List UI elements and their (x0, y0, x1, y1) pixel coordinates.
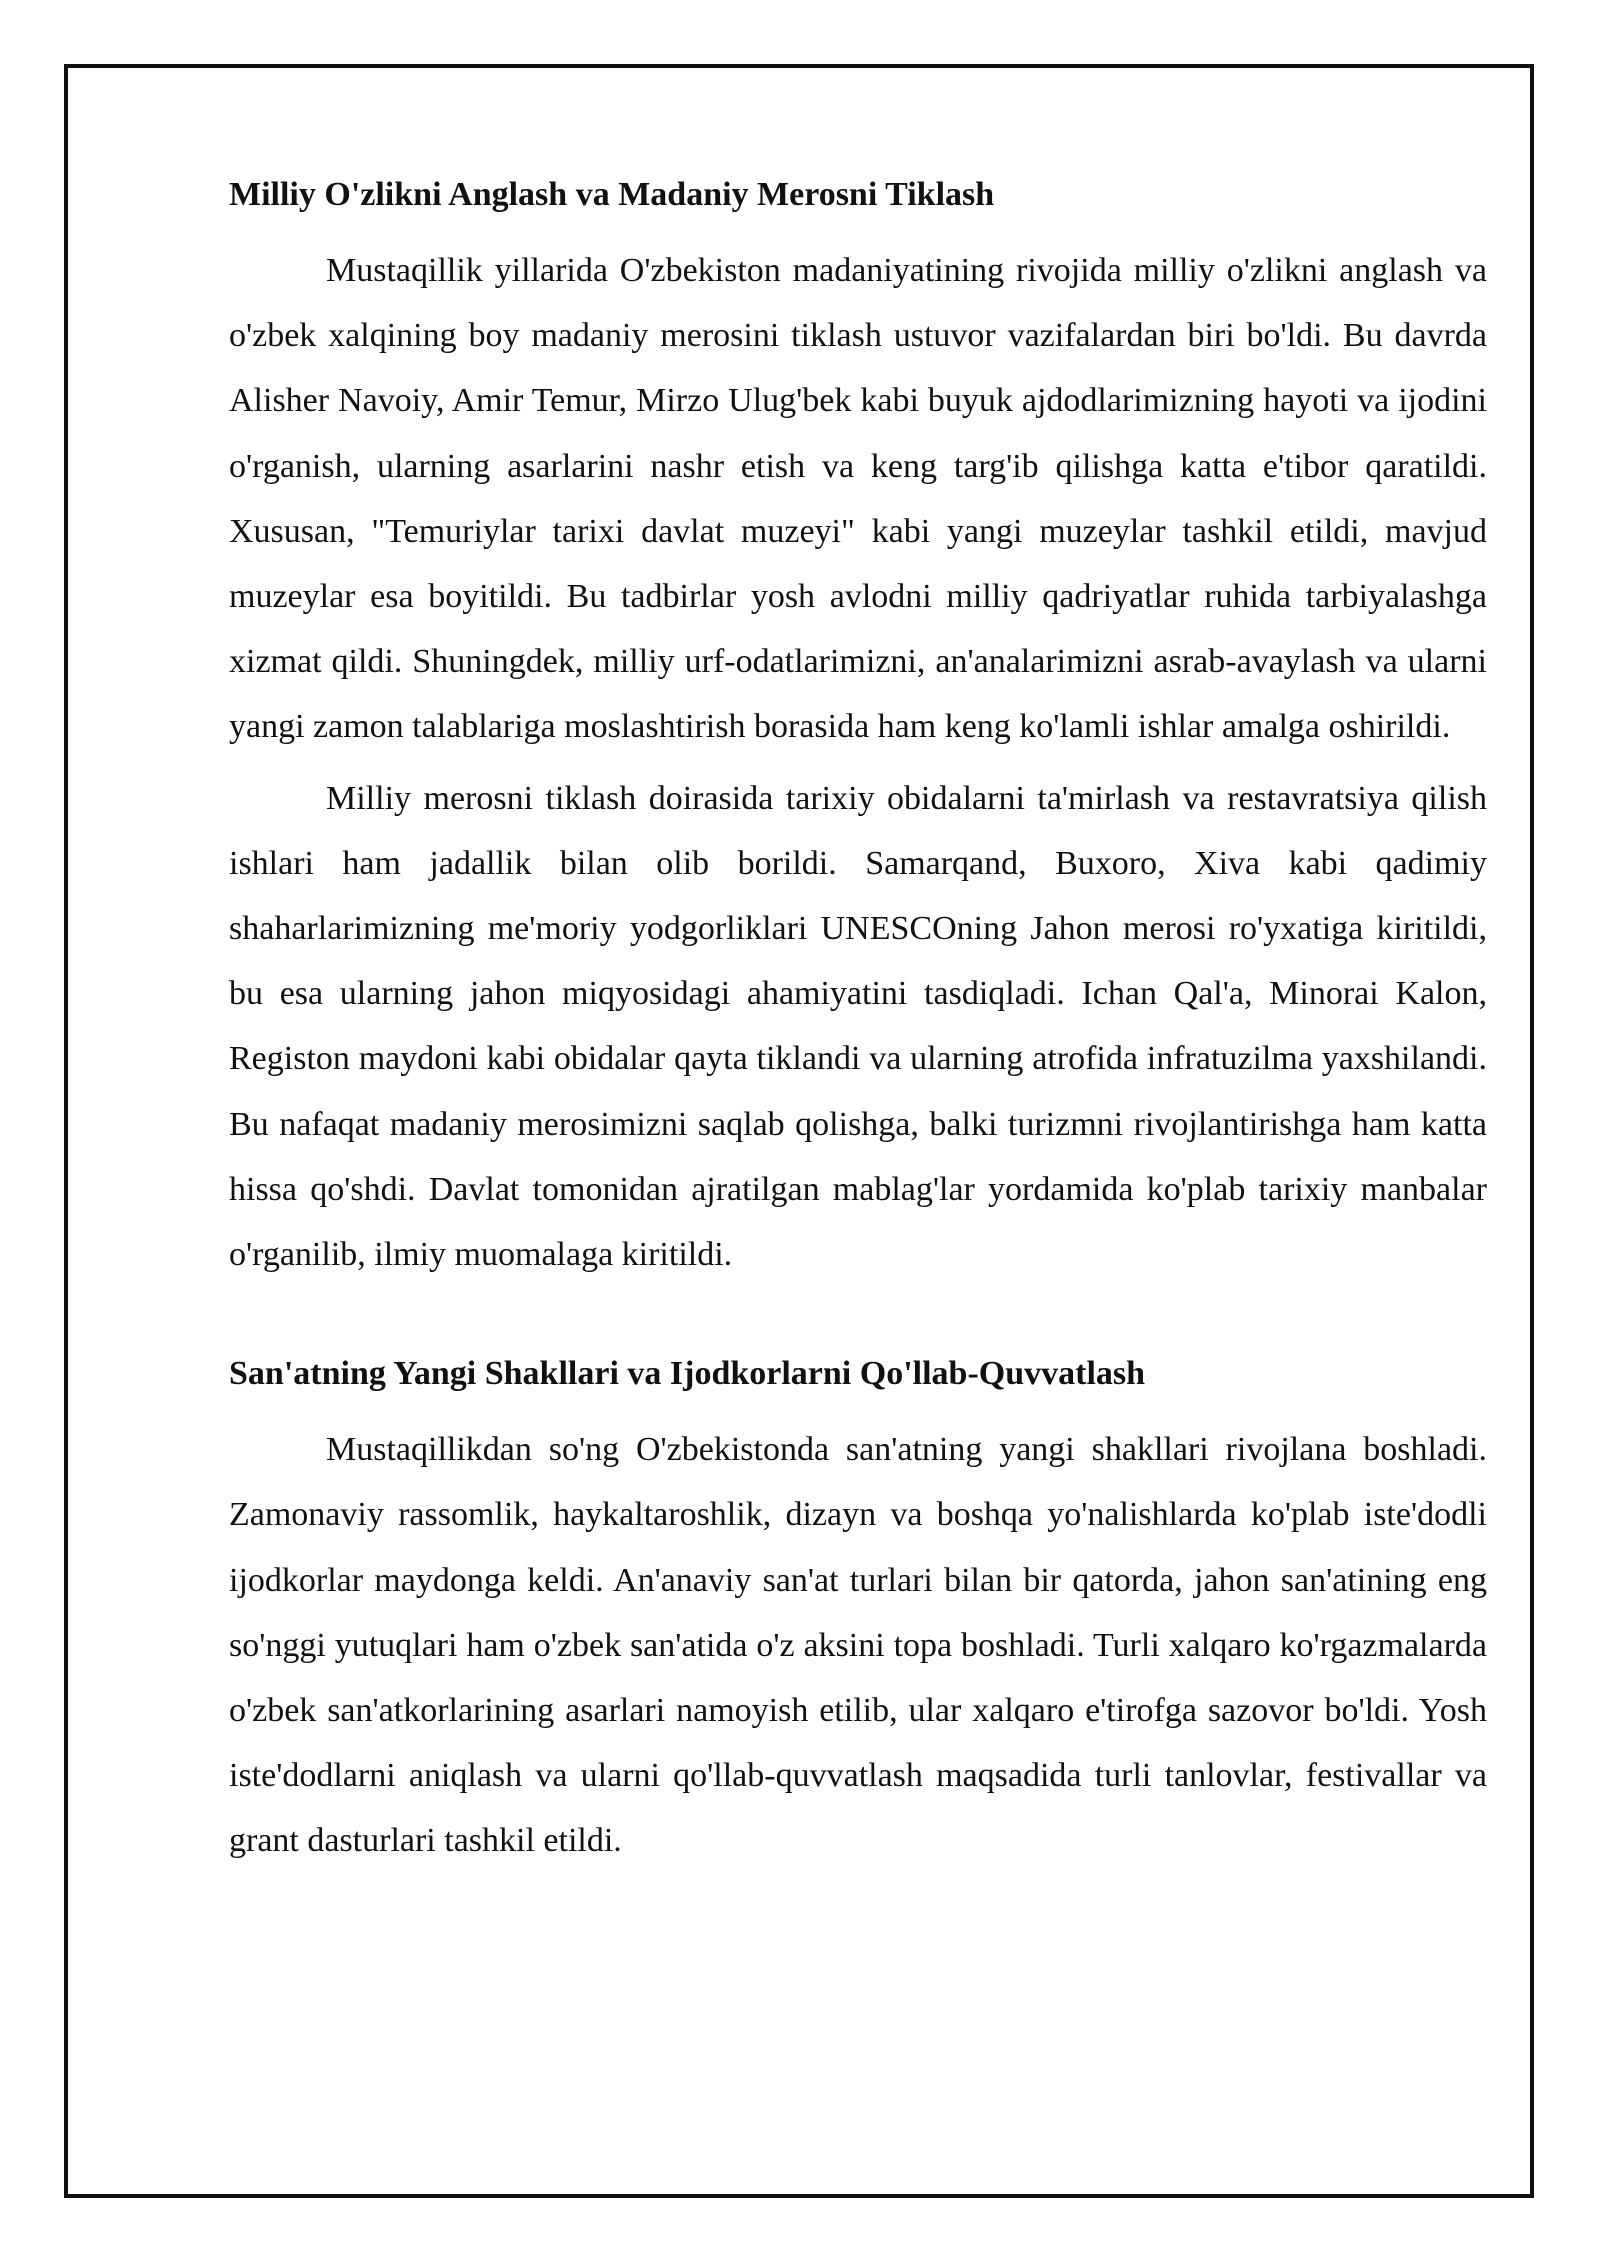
body-paragraph: Milliy merosni tiklash doirasida tarixiy obidalarni ta'mirlash va restavratsiya qilish ishlari ham jadallik bilan olib borildi. Samarqand, Buxoro, Xiva kabi qadimiy shaharlarimizning me'moriy yodgorliklari UNESCOning Jahon merosi ro'yxatiga kiritildi, bu esa ularning jahon miqyosidagi ahamiyatini tasdiqladi. Ichan Qal'a, Minorai Kalon, Registon maydoni kabi obidalar qayta tiklandi va ularning atrofida infratuzilma yaxshilandi. Bu nafaqat madaniy merosimizni saqlab qolishga, balki turizmni rivojlantirishga ham katta hissa qo'shdi. Davlat tomonidan ajratilgan mablag'lar yordamida ko'plab tarixiy manbalar o'rganilib, ilmiy muomalaga kiritildi. (229, 779, 1487, 1274)
body-paragraph: Mustaqillikdan so'ng O'zbekistonda san'atning yangi shakllari rivojlana boshladi. Zamonaviy rassomlik, haykaltaroshlik, dizayn va boshqa yo'nalishlarda ko'plab iste'dodli ijodkorlar maydonga keldi. An'anaviy san'at turlari bilan bir qatorda, jahon san'atining eng so'nggi yutuqlari ham o'zbek san'atida o'z aksini topa boshladi. Turli xalqaro ko'rgazmalarda o'zbek san'atkorlarining asarlari namoyish etilib, ular xalqaro e'tirofga sazovor bo'ldi. Yosh iste'dodlarni aniqlash va ularni qo'llab-quvvatlash maqsadida turli tanlovlar, festivallar va grant dasturlari tashkil etildi. (229, 1431, 1487, 1860)
section-national-identity (229, 170, 1487, 1287)
section-spacer (229, 1293, 1487, 1349)
body-paragraph: Mustaqillik yillarida O'zbekiston madaniyatining rivojida milliy o'zlikni anglash va o'zbek xalqining boy madaniy merosini tiklash ustuvor vazifalardan biri bo'ldi. Bu davrda Alisher Navoiy, Amir Temur, Mirzo Ulug'bek kabi buyuk ajdodlarimizning hayoti va ijodini o'rganish, ularning asarlarini nashr etish va keng targ'ib qilishga katta e'tibor qaratildi. Xususan, "Temuriylar tarixi davlat muzeyi" kabi yangi muzeylar tashkil etildi, mavjud muzeylar esa boyitildi. Bu tadbirlar yosh avlodni milliy qadriyatlar ruhida tarbiyalashga xizmat qildi. Shuningdek, milliy urf-odatlarimizni, an'analarimizni asrab-avaylash va ularni yangi zamon talablariga moslashtirish borasida ham keng ko'lamli ishlar amalga oshirildi. (229, 252, 1487, 746)
section-heading: Milliy O'zlikni Anglash va Madaniy Merosni Tiklash (229, 176, 995, 213)
section-heading: San'atning Yangi Shakllari va Ijodkorlarni Qo'llab-Quvvatlash (229, 1355, 1146, 1393)
section-new-art-forms (229, 1349, 1487, 1873)
document-body (229, 170, 1487, 1880)
